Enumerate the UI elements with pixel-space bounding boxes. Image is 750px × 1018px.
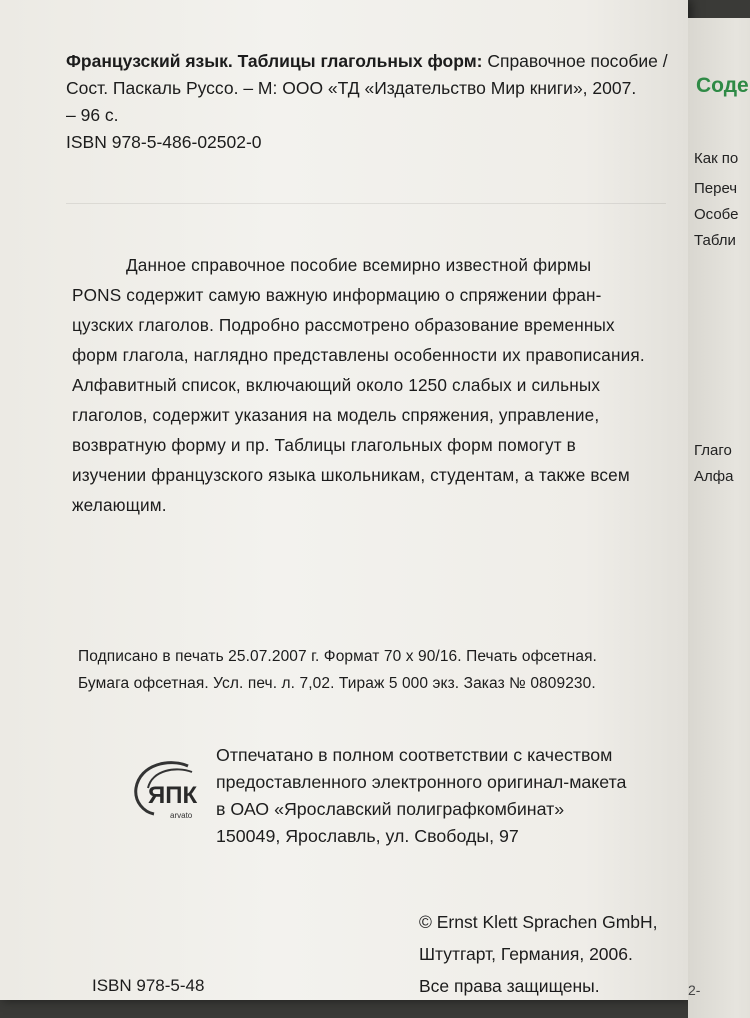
printer-logo-icon (130, 758, 216, 824)
abstract-line: форм глагола, наглядно представлены особенности их правописания. (72, 345, 645, 365)
copyright-line: Все права защищены. (419, 976, 600, 996)
abstract-line: желающим. (72, 495, 167, 515)
copyright-line: Штутгарт, Германия, 2006. (419, 944, 633, 964)
adjacent-page-title: Содe (696, 74, 749, 97)
adjacent-page (688, 18, 750, 1018)
printer-line: в ОАО «Ярославский полиграфкомбинат» (216, 799, 565, 819)
adjacent-page-line: Алфа (694, 468, 734, 485)
print-imprint (78, 643, 597, 697)
logo-subtext: arvato (170, 811, 193, 820)
book-title: Французский язык. Таблицы глагольных форм: (66, 51, 483, 71)
printer-line: предоставленного электронного оригинал-макета (216, 772, 627, 792)
abstract-line: возвратную форму и пр. Таблицы глагольных форм помогут в (72, 435, 576, 455)
printer-line: Отпечатано в полном соответствии с качеством (216, 745, 613, 765)
abstract-line: изучении французского языка школьникам, студентам, а также всем (72, 465, 630, 485)
adjacent-page-number: 2- (688, 982, 701, 998)
adjacent-page-line: Табли (694, 232, 736, 249)
imprint-line: Бумага офсетная. Усл. печ. л. 7,02. Тираж 5 000 экз. Заказ № 0809230. (78, 675, 596, 692)
copyright-notice (419, 906, 658, 1002)
biblio-isbn: ISBN 978-5-486-02502-0 (66, 132, 262, 152)
isbn-bottom: ISBN 978-5-48 (92, 976, 205, 995)
biblio-pages-line: – 96 с. (66, 105, 119, 125)
printer-line: 150049, Ярославль, ул. Свободы, 97 (216, 826, 519, 846)
adjacent-page-line: Переч (694, 180, 738, 197)
abstract-line: цузских глаголов. Подробно рассмотрено образование временных (72, 315, 615, 335)
adjacent-page-line: Как по (694, 150, 739, 167)
abstract-line: глаголов, содержит указания на модель спряжения, управление, (72, 405, 600, 425)
imprint-line: Подписано в печать 25.07.2007 г. Формат 70 х 90/16. Печать офсетная. (78, 648, 597, 665)
abstract-line: Алфавитный список, включающий около 1250 слабых и сильных (72, 375, 601, 395)
book-subtitle: Справочное пособие / (482, 51, 668, 71)
adjacent-page-line: Особе (694, 206, 739, 223)
logo-text: ЯПК (148, 782, 198, 809)
printer-info (216, 742, 626, 850)
divider (66, 203, 666, 204)
biblio-title-line (66, 48, 686, 75)
adjacent-page-line: Глаго (694, 442, 732, 459)
abstract-line: Данное справочное пособие всемирно известной фирмы (126, 255, 592, 275)
copyright-line: © Ernst Klett Sprachen GmbH, (419, 912, 658, 932)
biblio-publisher-line: Сост. Паскаль Руссо. – М: ООО «ТД «Издательство Мир книги», 2007. (66, 78, 637, 98)
abstract-paragraph (72, 250, 694, 520)
abstract-line: PONS содержит самую важную информацию о спряжении фран- (72, 285, 602, 305)
bibliographic-record (66, 48, 686, 156)
